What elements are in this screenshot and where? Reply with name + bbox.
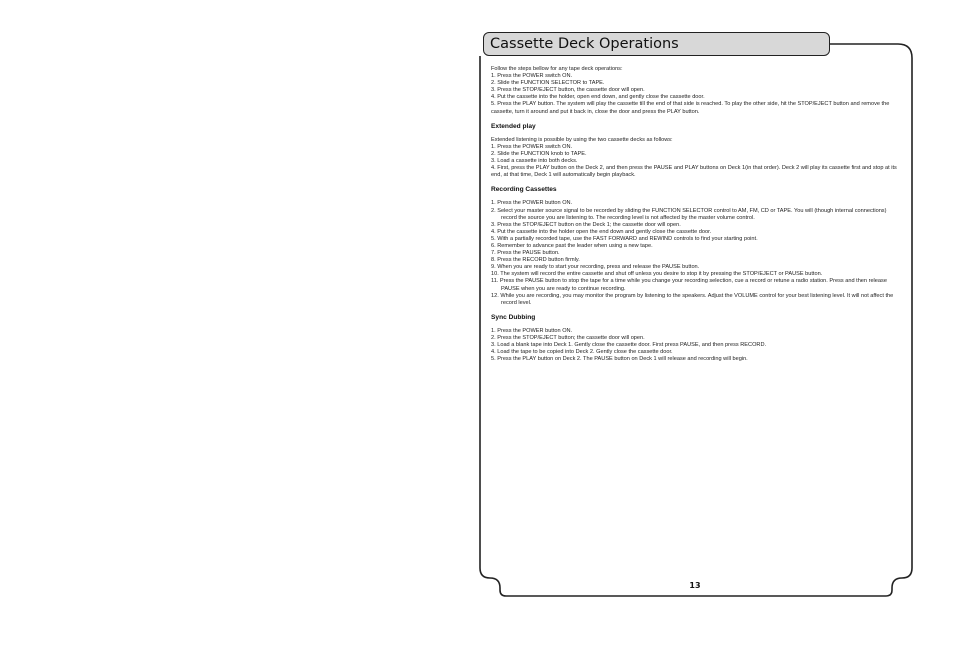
recording-step: 5. With a partially recorded tape, use the FAST FORWARD and REWIND controls to find your starting point. [491, 235, 758, 242]
main-step: 4. Put the cassette into the holder, open end down, and gently close the cassette door. [491, 94, 705, 101]
sync-step: 1. Press the POWER button ON. [491, 327, 573, 334]
recording-step: 12. While you are recording, you may monitor the program by listening to the speakers. Adjust the VOLUME control for your best listening level. It will not affect the record level. [491, 292, 894, 306]
main-step: 5. Press the PLAY button. The system will play the cassette till the end of that side is reached. To play the other side, hit the STOP/EJECT button and remove the cassette, turn it around and put it back in, close the door and press the PLAY button. [491, 101, 890, 115]
sync-step: 2. Press the STOP/EJECT button; the cassette door will open. [491, 335, 645, 341]
extended-step: 3. Load a cassette into both decks. [491, 158, 578, 165]
recording-step: 1. Press the POWER button ON. [491, 200, 573, 207]
sync-step: 3. Load a blank tape into Deck 1. Gently close the cassette door. First press PAUSE, and then press RECORD. [491, 342, 767, 349]
recording-step: 8. Press the RECORD button firmly. [491, 257, 580, 264]
intro-text: Follow the steps bellow for any tape deck operations: [491, 66, 623, 72]
extended-step: 4. First, press the PLAY button on the Deck 2, and then press the PAUSE and PLAY buttons on Deck 1(in that order). Deck 2 will play its cassette first and stop at its end, at that time, Deck 1 will automatically begin playback. [491, 165, 897, 179]
page-number: 13 [689, 581, 701, 590]
main-step: 1. Press the POWER switch ON. [491, 73, 573, 80]
recording-step: 7. Press the PAUSE button. [491, 250, 560, 257]
section-heading-sync-dubbing: Sync Dubbing [491, 313, 536, 321]
content-body [491, 66, 901, 363]
page-title: Cassette Deck Operations [490, 36, 679, 52]
main-step: 2. Slide the FUNCTION SELECTOR to TAPE. [491, 80, 605, 87]
main-step: 3. Press the STOP/EJECT button, the cassette door will open. [491, 87, 645, 94]
sync-step: 4. Load the tape to be copied into Deck 2. Gently close the cassette door. [491, 349, 673, 356]
recording-step: 2. Select your master source signal to be recorded by sliding the FUNCTION SELECTOR control to AM, FM, CD or TAPE. You will (though internal connections) record the source you are listening to. The recording level is not affected by the master volume control. [491, 207, 887, 221]
extended-intro: Extended listening is possible by using the two cassette decks as follows: [491, 136, 673, 143]
recording-step: 3. Press the STOP/EJECT button on the Deck 1; the cassette door will open. [491, 221, 681, 228]
section-heading-recording: Recording Cassettes [491, 186, 557, 194]
recording-step: 4. Put the cassette into the holder open the end down and gently close the cassette door. [491, 228, 712, 235]
recording-step: 11. Press the PAUSE button to stop the tape for a time while you change your recording selection, cue a record or retune a radio station. Press and then release PAUSE when you are ready to continue recording. [491, 278, 887, 292]
extended-step: 1. Press the POWER switch ON. [491, 143, 573, 150]
section-heading-extended-play: Extended play [491, 122, 536, 130]
recording-step: 10. The system will record the entire cassette and shut off unless you desire to stop it by pressing the STOP/EJECT or PAUSE button. [491, 271, 823, 278]
recording-step: 9. When you are ready to start your recording, press and release the PAUSE button. [491, 264, 700, 271]
extended-step: 2. Slide the FUNCTION knob to TAPE. [491, 150, 587, 157]
sync-step: 5. Press the PLAY button on Deck 2. The PAUSE button on Deck 1 will release and recording will begin. [491, 356, 748, 363]
recording-step: 6. Remember to advance past the leader when using a new tape. [491, 242, 653, 249]
